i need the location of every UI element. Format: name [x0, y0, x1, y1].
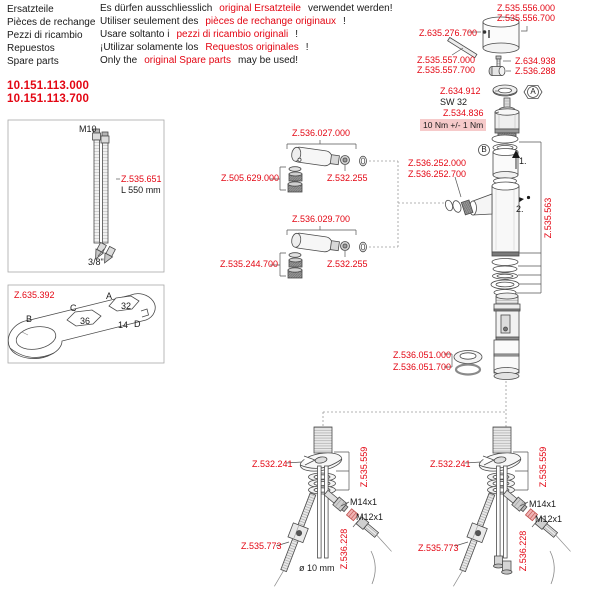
spray2-ring-number: Z.532.255 [327, 259, 368, 269]
base-washer-number-1: Z.536.051.000 [393, 350, 452, 360]
notice-de-red: original Ersatzteile [219, 3, 301, 14]
left-fixing-set-number: Z.535.559 [359, 446, 369, 488]
spout-number-2: Z.536.252.700 [408, 169, 467, 179]
lang-it: Pezzi di ricambio [7, 30, 83, 41]
ring-nut-number: Z.634.912 [440, 86, 481, 96]
lang-es: Repuestos [7, 43, 55, 54]
hose-thread-top-label: M10 [79, 124, 97, 134]
wrench-size-a: 32 [121, 301, 132, 311]
product-number-2: 10.151.113.700 [7, 93, 90, 105]
notice-fr [100, 16, 353, 27]
pin-number: Z.635.276.700 [419, 28, 478, 38]
tool-b-marker: B [481, 145, 487, 154]
notice-en [100, 55, 305, 66]
notice-es-pre: ¡Utilizar solamente los [100, 42, 199, 53]
cartridge-diagram [495, 98, 519, 140]
left-rod-number: Z.535.773 [241, 541, 282, 551]
spray1-assembly-number: Z.536.027.000 [291, 128, 351, 138]
lang-de: Ersatzteile [7, 4, 54, 15]
lang-fr: Pièces de rechange [7, 17, 96, 28]
cap-number-1: Z.535.556.000 [497, 3, 556, 13]
left-clamp-number: Z.532.241 [252, 459, 293, 469]
notice-en-red: original Spare parts [144, 55, 231, 66]
notice-es [100, 42, 316, 53]
notice-de [100, 3, 400, 14]
spray2-aerator-number: Z.535.244.700 [220, 259, 279, 269]
mounting-assembly-right [449, 427, 576, 590]
wrench-part-number: Z.635.392 [14, 290, 55, 300]
left-pipe-diameter-label: ø 10 mm [299, 563, 335, 573]
cap-number-2: Z.535.556.700 [497, 13, 556, 23]
notice-fr-post: ! [343, 16, 346, 27]
spray1-aerator-number: Z.505.629.000 [221, 173, 280, 183]
spray2-assembly-number: Z.536.029.700 [291, 214, 351, 224]
right-clamp-number: Z.532.241 [430, 459, 471, 469]
left-m12-label: M12x1 [356, 512, 384, 522]
product-number-1: 10.151.113.000 [7, 80, 90, 92]
notice-de-post: verwendet werden! [308, 3, 393, 14]
step-1-label: 1. [519, 156, 527, 166]
spout-number-1: Z.536.252.000 [408, 158, 467, 168]
spray1-ring-number: Z.532.255 [327, 173, 368, 183]
wrench-label-a: A [106, 291, 113, 301]
wrench-size-label: SW 32 [440, 97, 468, 107]
lang-en: Spare parts [7, 56, 59, 67]
spray-head-1-diagram [270, 140, 367, 192]
notice-it-pre: Usare soltanto i [100, 29, 170, 40]
notice-it-red: pezzi di ricambio originali [176, 29, 289, 40]
base-washer-number-2: Z.536.051.700 [393, 362, 452, 372]
notice-es-red: Requestos originales [205, 42, 299, 53]
adapter-block-number: Z.536.288 [515, 66, 556, 76]
notice-en-post: may be used! [237, 55, 299, 66]
notice-fr-red: pièces de rechange originaux [205, 16, 337, 27]
notice-it [100, 29, 305, 40]
notice-es-post: ! [305, 42, 309, 53]
right-fixing-set-number: Z.535.559 [538, 446, 548, 488]
hose-thread-bottom-label: 3/8" [88, 257, 104, 267]
wrench-label-c: C [70, 303, 77, 313]
tool-a-marker: A [530, 87, 536, 96]
right-m12-label: M12x1 [535, 514, 563, 524]
right-adapter-number: Z.536.228 [518, 530, 528, 572]
wrench-size-d: 14 [118, 320, 129, 330]
mounting-connector-dashes [323, 381, 506, 428]
screw-number: Z.634.938 [515, 56, 556, 66]
cartridge-number: Z.534.836 [443, 108, 484, 118]
wrench-size-c: 36 [80, 316, 91, 326]
hose-diagram [8, 120, 164, 272]
right-rod-number: Z.535.773 [418, 543, 459, 553]
rod-number-2: Z.535.557.700 [417, 65, 476, 75]
notice-it-post: ! [295, 29, 298, 40]
spray-head-2-diagram [270, 226, 367, 278]
notice-en-pre: Only the [100, 55, 138, 66]
column-number: Z.535.563 [543, 197, 553, 239]
hose-part-number: Z.535.651 [121, 174, 162, 184]
notice-fr-pre: Utiliser seulement des [100, 16, 199, 27]
rod-number-1: Z.535.557.000 [417, 55, 476, 65]
right-m14-label: M14x1 [529, 499, 557, 509]
step-2-label: 2. [516, 204, 524, 214]
left-adapter-number: Z.536.228 [339, 528, 349, 570]
notice-de-pre: Es dürfen ausschliesslich [100, 3, 213, 14]
torque-note: 10 Nm +/- 1 Nm [420, 119, 486, 131]
left-m14-label: M14x1 [350, 497, 378, 507]
wrench-label-b: B [26, 314, 33, 324]
wrench-label-d: D [134, 319, 141, 329]
hose-length-label: L 550 mm [121, 185, 161, 195]
pipe-end-nuts [494, 556, 512, 574]
